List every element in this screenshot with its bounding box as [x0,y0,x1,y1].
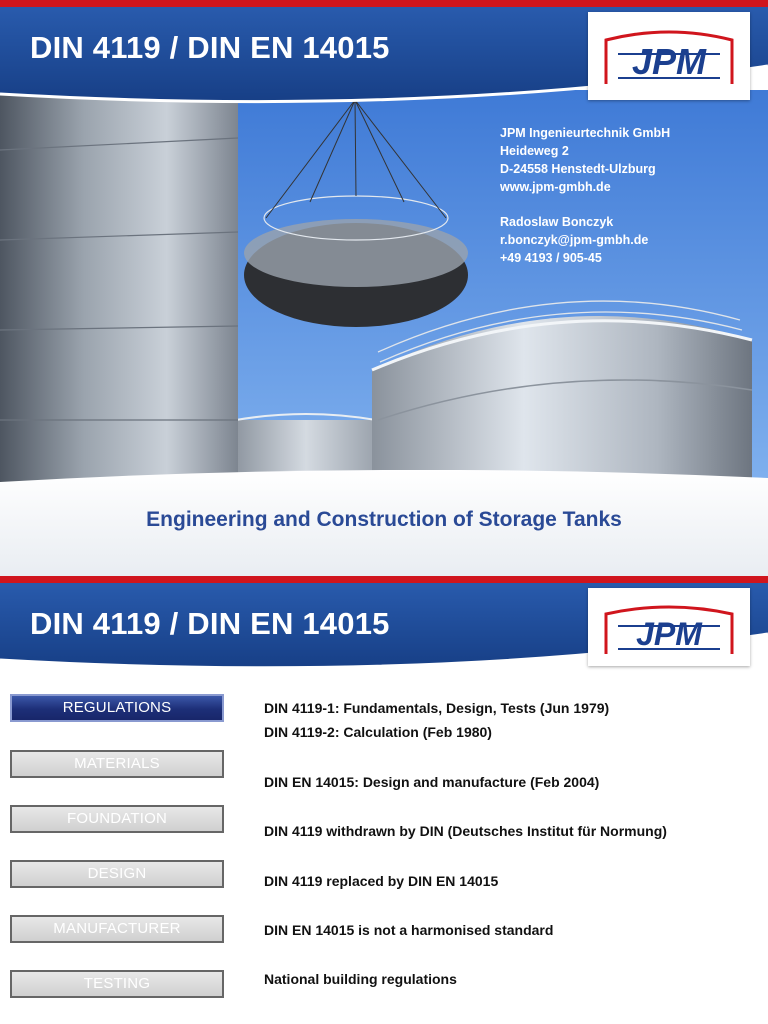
phone-number: +49 4193 / 905-45 [500,251,602,265]
content-line: DIN 4119-1: Fundamentals, Design, Tests (Jun 1979) [264,700,610,716]
city-address: D-24558 Henstedt-Ulzburg [500,162,656,176]
top-accent-bar [0,576,768,583]
company-name: JPM Ingenieurtechnik GmbH [500,126,671,140]
slide-title: DIN 4119 / DIN EN 14015 [30,30,390,65]
jpm-logo-graphic [602,26,736,88]
content-line: DIN 4119 replaced by DIN EN 14015 [264,873,499,889]
menu-design-button[interactable]: DESIGN [10,860,224,888]
content-line: DIN EN 14015: Design and manufacture (Feb 2004) [264,774,600,790]
website-link[interactable]: www.jpm-gmbh.de [500,180,611,194]
menu-testing-button[interactable]: TESTING [10,970,224,998]
svg-text:JPM: JPM [636,616,702,652]
menu-foundation-button[interactable]: FOUNDATION [10,805,224,833]
menu-materials-button[interactable]: MATERIALS [10,750,224,778]
email-link[interactable]: r.bonczyk@jpm-gmbh.de [500,233,649,247]
content-line: National building regulations [264,971,457,987]
street-address: Heideweg 2 [500,144,569,158]
slide-title: DIN 4119 / DIN EN 14015 [30,606,390,641]
menu-regulations-button[interactable]: REGULATIONS [10,694,224,722]
regulations-slide [0,576,768,1024]
content-line: DIN EN 14015 is not a harmonised standard [264,922,554,938]
jpm-logo-graphic [602,602,736,656]
menu-manufacturer-button[interactable]: MANUFACTURER [10,915,224,943]
contact-info [500,124,670,267]
slide-subtitle: Engineering and Construction of Storage Tanks [146,508,622,531]
jpm-logo [588,12,750,100]
content-line: DIN 4119-2: Calculation (Feb 1980) [264,724,492,740]
jpm-logo [588,588,750,666]
contact-person: Radoslaw Bonczyk [500,215,614,229]
top-accent-bar [0,0,768,7]
content-line: DIN 4119 withdrawn by DIN (Deutsches Institut für Normung) [264,823,667,839]
svg-text:JPM: JPM [631,41,707,82]
